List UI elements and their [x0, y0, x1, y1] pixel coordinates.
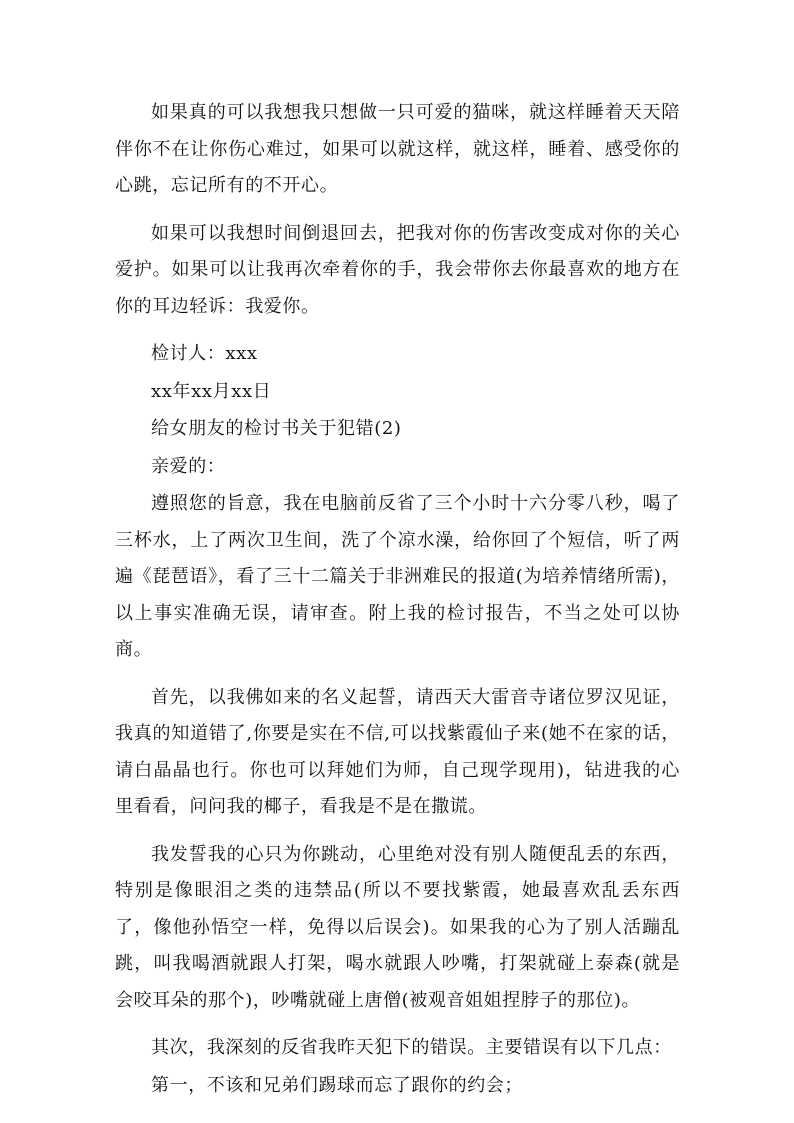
salutation: 亲爱的：: [151, 455, 226, 477]
signature-line: 检讨人：xxx: [151, 343, 258, 364]
paragraph-cat-wish: 如果真的可以我想我只想做一只可爱的猫咪，就这样睡着天天陪伴你不在让你伤心难过，如果可以就这样，就这样，睡着、感受你的心跳，忘记所有的不开心。: [115, 102, 680, 196]
date-line: xx年xx月xx日: [151, 380, 272, 402]
paragraph-reflection: 遵照您的旨意，我在电脑前反省了三个小时十六分零八秒，喝了三杯水，上了两次卫生间，洗了个凉水澡，给你回了个短信，听了两遍《琵琶语》，看了三十二篇关于非洲难民的报道(为培养情绪所需)，以上事实准确无误，请审查。附上我的检讨报告，不当之处可以协商。: [115, 493, 680, 660]
paragraph-turn-back-time: 如果可以我想时间倒退回去，把我对你的伤害改变成对你的关心爱护。如果可以让我再次牵着你的手，我会带你去你最喜欢的地方在你的耳边轻诉：我爱你。: [115, 222, 680, 317]
paragraph-mistake-first: 第一，不该和兄弟们踢球而忘了跟你的约会；: [151, 1074, 523, 1096]
paragraph-mistakes-intro: 其次，我深刻的反省我昨天犯下的错误。主要错误有以下几点：: [151, 1037, 672, 1058]
section-title: 给女朋友的检讨书关于犯错(2): [151, 418, 402, 439]
paragraph-oath: 首先，以我佛如来的名义起誓，请西天大雷音寺诸位罗汉见证，我真的知道错了,你要是实在不信,可以找紫霞仙子来(她不在家的话，请白晶晶也行。你也可以拜她们为师，自己现学现用)，钻进我的心里看看，问问我的椰子，看我是不是在撒谎。: [115, 686, 680, 817]
paragraph-vow: 我发誓我的心只为你跳动，心里绝对没有别人随便乱丢的东西，特别是像眼泪之类的违禁品(所以不要找紫霞，她最喜欢乱丢东西了，像他孙悟空一样，免得以后误会)。如果我的心为了别人活蹦乱跳，叫我喝酒就跟人打架，喝水就跟人吵嘴，打架就碰上泰森(就是会咬耳朵的那个)，吵嘴就碰上唐僧(被观音姐姐捏脖子的那位)。: [115, 843, 680, 1011]
document-body: [115, 95, 680, 1105]
